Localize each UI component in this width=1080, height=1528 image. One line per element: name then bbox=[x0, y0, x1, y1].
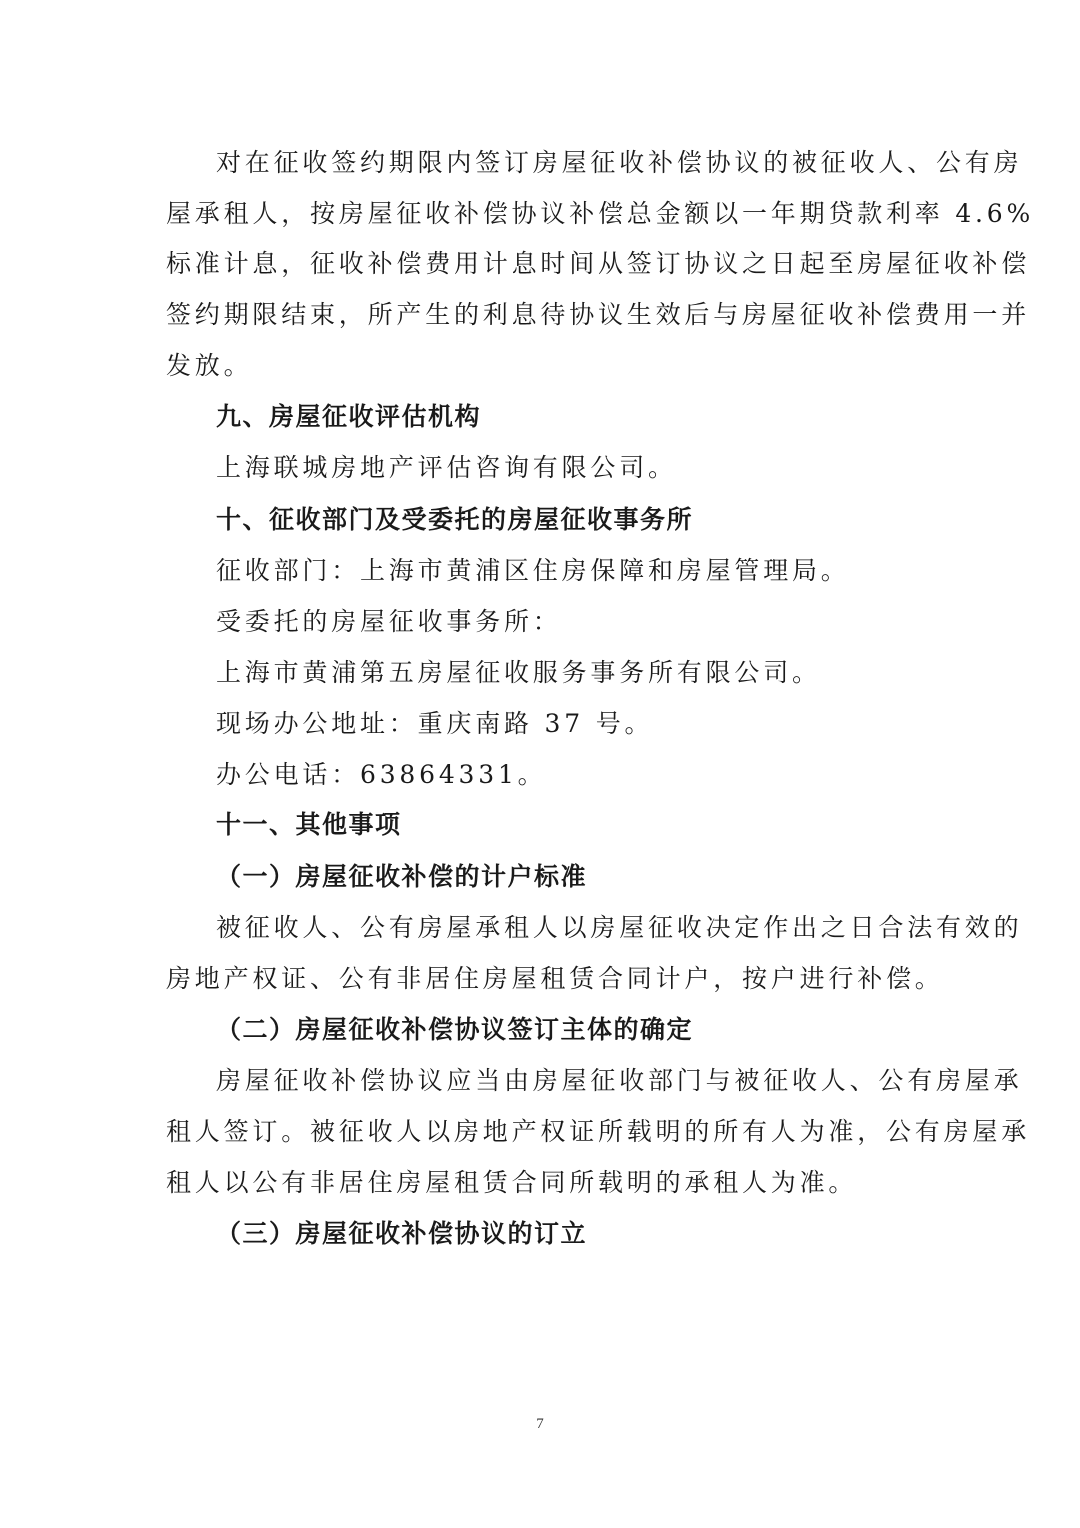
paragraph-interest-line-1: 对在征收签约期限内签订房屋征收补偿协议的被征收人、公有房 bbox=[216, 148, 1023, 177]
section-11-sub-2-line-3: 租人以公有非居住房屋租赁合同所载明的承租人为准。 bbox=[166, 1168, 858, 1197]
section-10-address: 现场办公地址：重庆南路 37 号。 bbox=[216, 709, 654, 738]
section-11-sub-2-heading: （二）房屋征收补偿协议签订主体的确定 bbox=[216, 1015, 694, 1044]
section-10-agency-label: 受委托的房屋征收事务所： bbox=[216, 607, 562, 636]
section-11-sub-2-line-1: 房屋征收补偿协议应当由房屋征收部门与被征收人、公有房屋承 bbox=[216, 1066, 1023, 1095]
section-11-sub-1-line-1: 被征收人、公有房屋承租人以房屋征收决定作出之日合法有效的 bbox=[216, 913, 1023, 942]
section-9-body: 上海联城房地产评估咨询有限公司。 bbox=[216, 453, 677, 482]
section-10-heading: 十、征收部门及受委托的房屋征收事务所 bbox=[216, 505, 694, 534]
section-11-heading: 十一、其他事项 bbox=[216, 810, 402, 839]
section-9-heading: 九、房屋征收评估机构 bbox=[216, 402, 482, 431]
section-10-phone: 办公电话：63864331。 bbox=[216, 760, 547, 789]
section-10-dept: 征收部门：上海市黄浦区住房保障和房屋管理局。 bbox=[216, 556, 850, 585]
paragraph-interest-line-2: 屋承租人，按房屋征收补偿协议补偿总金额以一年期贷款利率 4.6% bbox=[166, 199, 1035, 228]
section-11-sub-1-line-2: 房地产权证、公有非居住房屋租赁合同计户，按户进行补偿。 bbox=[166, 964, 944, 993]
paragraph-interest-line-3: 标准计息，征收补偿费用计息时间从签订协议之日起至房屋征收补偿 bbox=[166, 249, 1031, 278]
paragraph-interest-line-4: 签约期限结束，所产生的利息待协议生效后与房屋征收补偿费用一并 bbox=[166, 300, 1031, 329]
section-11-sub-2-line-2: 租人签订。被征收人以房地产权证所载明的所有人为准，公有房屋承 bbox=[166, 1117, 1031, 1146]
section-11-sub-1-heading: （一）房屋征收补偿的计户标准 bbox=[216, 862, 588, 891]
section-10-agency-name: 上海市黄浦第五房屋征收服务事务所有限公司。 bbox=[216, 658, 821, 687]
paragraph-interest-line-5: 发放。 bbox=[166, 351, 253, 380]
page-number: 7 bbox=[536, 1416, 544, 1432]
section-11-sub-3-heading: （三）房屋征收补偿协议的订立 bbox=[216, 1219, 588, 1248]
